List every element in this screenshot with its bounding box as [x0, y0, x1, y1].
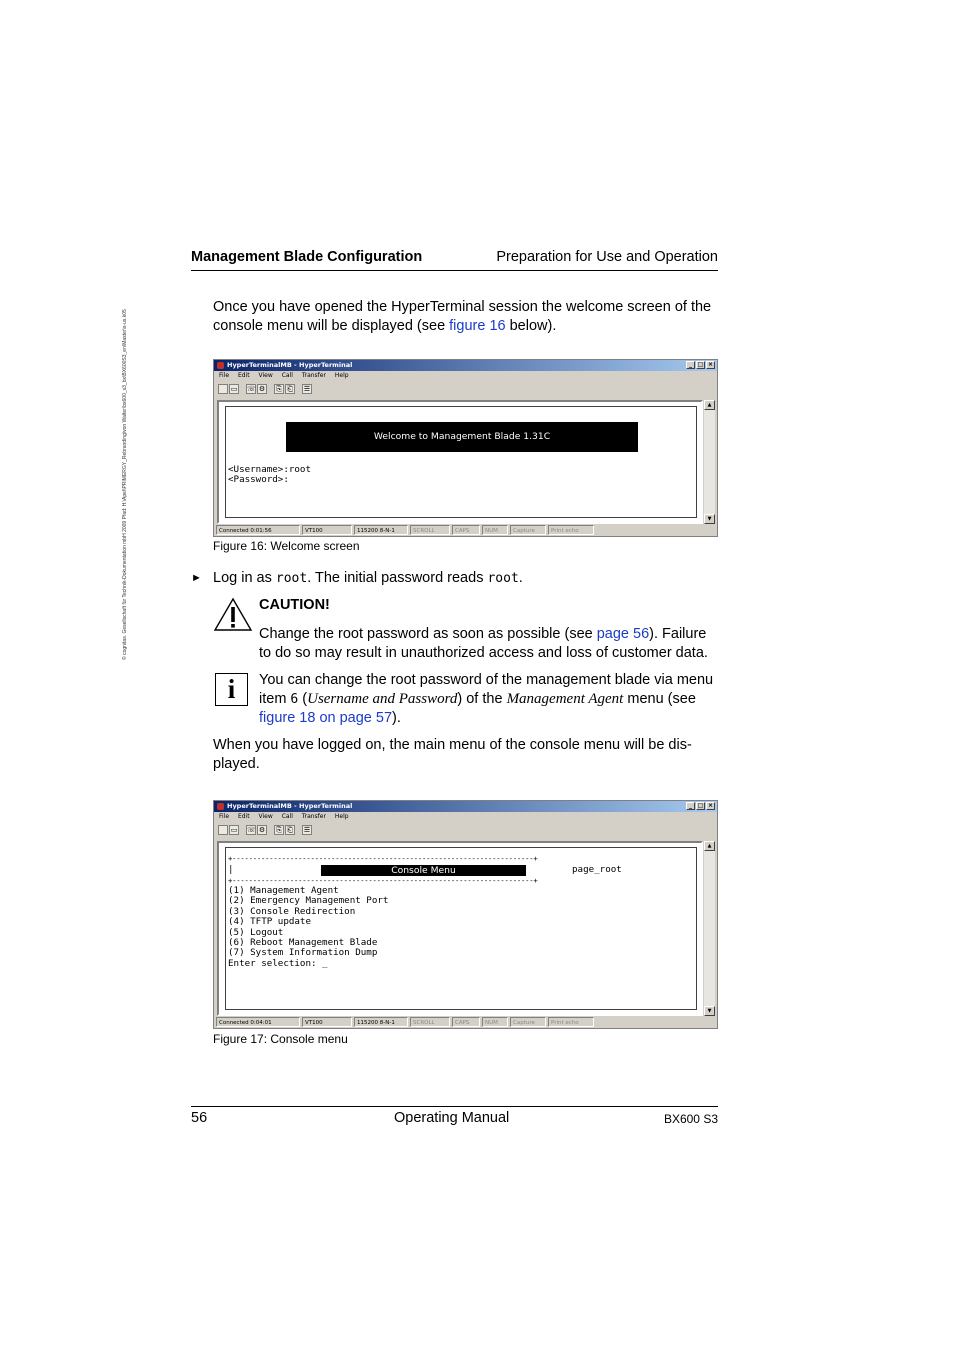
- intro-text: Once you have opened the HyperTerminal session the welcome screen of the console menu will be displayed (see: [213, 299, 712, 334]
- hyperterminal-app-icon: [217, 803, 224, 810]
- menu-transfer[interactable]: Transfer: [301, 813, 326, 820]
- hyperterminal-window-welcome: [213, 359, 718, 537]
- side-copyright: © cognitas. Gesellschaft für Technik-Dokumentation mbH 2009 Pfad: H:\Apel\PRIMERGY_Rebranding\von Walter\bx600_s3_bx\BX600S3_en\Master\s-us.k05: [122, 309, 128, 660]
- footer-doc-title: Operating Manual: [394, 1110, 510, 1126]
- enter-selection-prompt: Enter selection: _: [228, 957, 328, 969]
- note-text-3: ) of the: [457, 690, 507, 707]
- disconnect-icon[interactable]: ⚙: [258, 384, 266, 393]
- status-print-echo: Print echo: [548, 1017, 594, 1027]
- menu-item-4: (4) TFTP update: [228, 916, 311, 928]
- menu-item-3: (3) Console Redirection: [228, 905, 356, 917]
- disconnect-icon[interactable]: ⚙: [258, 825, 266, 834]
- menu-help[interactable]: Help: [334, 372, 349, 379]
- status-bar: [216, 1017, 715, 1027]
- after-login-paragraph: When you have logged on, the main menu of the console menu will be dis-played.: [213, 737, 692, 772]
- step-text: Log in as: [213, 570, 276, 586]
- warning-triangle-icon: [213, 597, 253, 633]
- menu-item-2: (2) Emergency Management Port: [228, 895, 389, 907]
- toolbar: [214, 822, 717, 837]
- header-section-title: Management Blade Configuration: [191, 249, 423, 265]
- close-icon[interactable]: ×: [707, 802, 714, 809]
- note-code: 6: [290, 691, 299, 707]
- menu-call[interactable]: Call: [281, 372, 293, 379]
- username-line: <Username>:root: [228, 464, 311, 475]
- vertical-scrollbar[interactable]: [704, 400, 715, 524]
- menu-file[interactable]: File: [219, 813, 230, 820]
- menu-edit[interactable]: Edit: [237, 372, 250, 379]
- send-icon[interactable]: ⎘: [274, 384, 284, 394]
- scroll-up-icon[interactable]: ▲: [704, 400, 715, 410]
- status-num: NUM: [482, 1017, 508, 1027]
- close-icon[interactable]: ×: [707, 361, 714, 368]
- status-caps: CAPS: [452, 525, 480, 535]
- figure-16-caption: Figure 16: Welcome screen: [213, 539, 360, 553]
- intro-paragraph: [213, 298, 723, 335]
- terminal-screen: [225, 847, 697, 1010]
- open-icon[interactable]: ▭: [230, 384, 238, 393]
- receive-icon[interactable]: ⎗: [285, 825, 295, 835]
- info-icon: i: [215, 673, 248, 706]
- password-line: <Password>:: [228, 474, 289, 485]
- status-print-echo: Print echo: [548, 525, 594, 535]
- status-caps: CAPS: [452, 1017, 480, 1027]
- properties-icon[interactable]: ☰: [303, 825, 311, 834]
- page-number: 56: [191, 1110, 208, 1126]
- menu-file[interactable]: File: [219, 372, 230, 379]
- step-arrow-icon: ►: [191, 572, 202, 584]
- menu-bar: [214, 812, 717, 822]
- window-title: HyperTerminalMB - HyperTerminal: [227, 361, 353, 369]
- menu-view[interactable]: View: [258, 813, 273, 820]
- page-root-label: page_root: [572, 864, 622, 875]
- status-connected: Connected 0:04:01: [216, 1017, 300, 1027]
- maximize-icon[interactable]: □: [697, 802, 704, 809]
- status-capture: Capture: [510, 1017, 546, 1027]
- note-text-1: You can change the root password of the management blade via menu item: [259, 672, 714, 707]
- step-code-user: root: [275, 571, 308, 586]
- figure-16-link[interactable]: figure 16: [449, 317, 506, 334]
- menu-item-7: (7) System Information Dump: [228, 947, 378, 959]
- login-step: [213, 569, 723, 589]
- status-emulation: VT100: [302, 1017, 352, 1027]
- minimize-icon[interactable]: _: [686, 802, 695, 810]
- note-text-4: menu (see: [623, 690, 696, 707]
- scroll-down-icon[interactable]: ▼: [704, 1006, 715, 1016]
- scroll-up-icon[interactable]: ▲: [704, 841, 715, 851]
- status-bar: [216, 525, 715, 535]
- header-chapter-title: Preparation for Use and Operation: [496, 249, 718, 265]
- window-titlebar: [214, 360, 717, 371]
- menu-edit[interactable]: Edit: [237, 813, 250, 820]
- menu-call[interactable]: Call: [281, 813, 293, 820]
- status-connected: Connected 0:01:56: [216, 525, 300, 535]
- step-text-3: .: [518, 570, 523, 586]
- status-capture: Capture: [510, 525, 546, 535]
- menu-item-1: (1) Management Agent: [228, 885, 339, 896]
- info-note: [259, 671, 721, 728]
- intro-text-end: below).: [505, 317, 557, 334]
- note-italic-1: Username and Password: [307, 690, 458, 707]
- note-italic-2: Management Agent: [506, 690, 624, 707]
- menu-item-5: (5) Logout: [228, 926, 284, 938]
- menu-transfer[interactable]: Transfer: [301, 372, 326, 379]
- minimize-icon[interactable]: _: [686, 361, 695, 369]
- window-titlebar: [214, 801, 717, 812]
- step-text-2: . The initial password reads: [307, 570, 488, 586]
- status-emulation: VT100: [302, 525, 352, 535]
- terminal-screen: [225, 406, 697, 518]
- step-code-password: root: [487, 571, 519, 586]
- note-text-2: (: [298, 690, 308, 707]
- menu-item-6: (6) Reboot Management Blade: [228, 937, 378, 948]
- console-menu-banner: Console Menu: [321, 865, 526, 876]
- maximize-icon[interactable]: □: [697, 361, 704, 368]
- status-num: NUM: [482, 525, 508, 535]
- receive-icon[interactable]: ⎗: [285, 384, 295, 394]
- footer-product: BX600 S3: [663, 1112, 718, 1126]
- caution-title: CAUTION!: [259, 597, 330, 613]
- status-scroll: SCROLL: [410, 525, 450, 535]
- send-icon[interactable]: ⎘: [274, 825, 284, 835]
- status-baud: 115200 8-N-1: [354, 525, 408, 535]
- status-baud: 115200 8-N-1: [354, 1017, 408, 1027]
- terminal-area[interactable]: [217, 400, 703, 524]
- open-icon[interactable]: ▭: [230, 825, 238, 834]
- connect-icon[interactable]: ☏: [247, 825, 256, 834]
- caution-text-2: ). Failure to do so may result in unauthorized access and loss of customer data.: [259, 626, 708, 661]
- menu-pipe: |: [228, 864, 234, 875]
- caution-text-1: Change the root password as soon as possible (see: [259, 626, 597, 642]
- welcome-banner: Welcome to Management Blade 1.31C: [286, 422, 638, 452]
- header-rule: [191, 270, 718, 271]
- hyperterminal-app-icon: [217, 362, 224, 369]
- new-icon[interactable]: [218, 384, 228, 394]
- menu-view[interactable]: View: [258, 372, 273, 379]
- footer-rule: [191, 1106, 718, 1107]
- new-icon[interactable]: [218, 825, 228, 835]
- window-title: HyperTerminalMB - HyperTerminal: [227, 802, 353, 810]
- figure-18-link[interactable]: figure 18 on page 57: [259, 710, 393, 726]
- caution-text: [259, 625, 721, 663]
- properties-icon[interactable]: ☰: [303, 384, 311, 393]
- menu-bar: [214, 371, 717, 381]
- hyperterminal-window-console-menu: [213, 800, 718, 1029]
- connect-icon[interactable]: ☏: [247, 384, 256, 393]
- toolbar: [214, 381, 717, 396]
- figure-17-caption: Figure 17: Console menu: [213, 1032, 348, 1046]
- status-scroll: SCROLL: [410, 1017, 450, 1027]
- note-text-5: ).: [392, 710, 401, 726]
- page-56-link[interactable]: page 56: [596, 626, 650, 642]
- terminal-area[interactable]: [217, 841, 703, 1016]
- vertical-scrollbar[interactable]: [704, 841, 715, 1016]
- scroll-down-icon[interactable]: ▼: [704, 514, 715, 524]
- menu-rule-top: +-------------------------------------------------------------------------+: [228, 854, 538, 863]
- menu-rule-bottom: +-------------------------------------------------------------------------+: [228, 876, 538, 885]
- menu-help[interactable]: Help: [334, 813, 349, 820]
